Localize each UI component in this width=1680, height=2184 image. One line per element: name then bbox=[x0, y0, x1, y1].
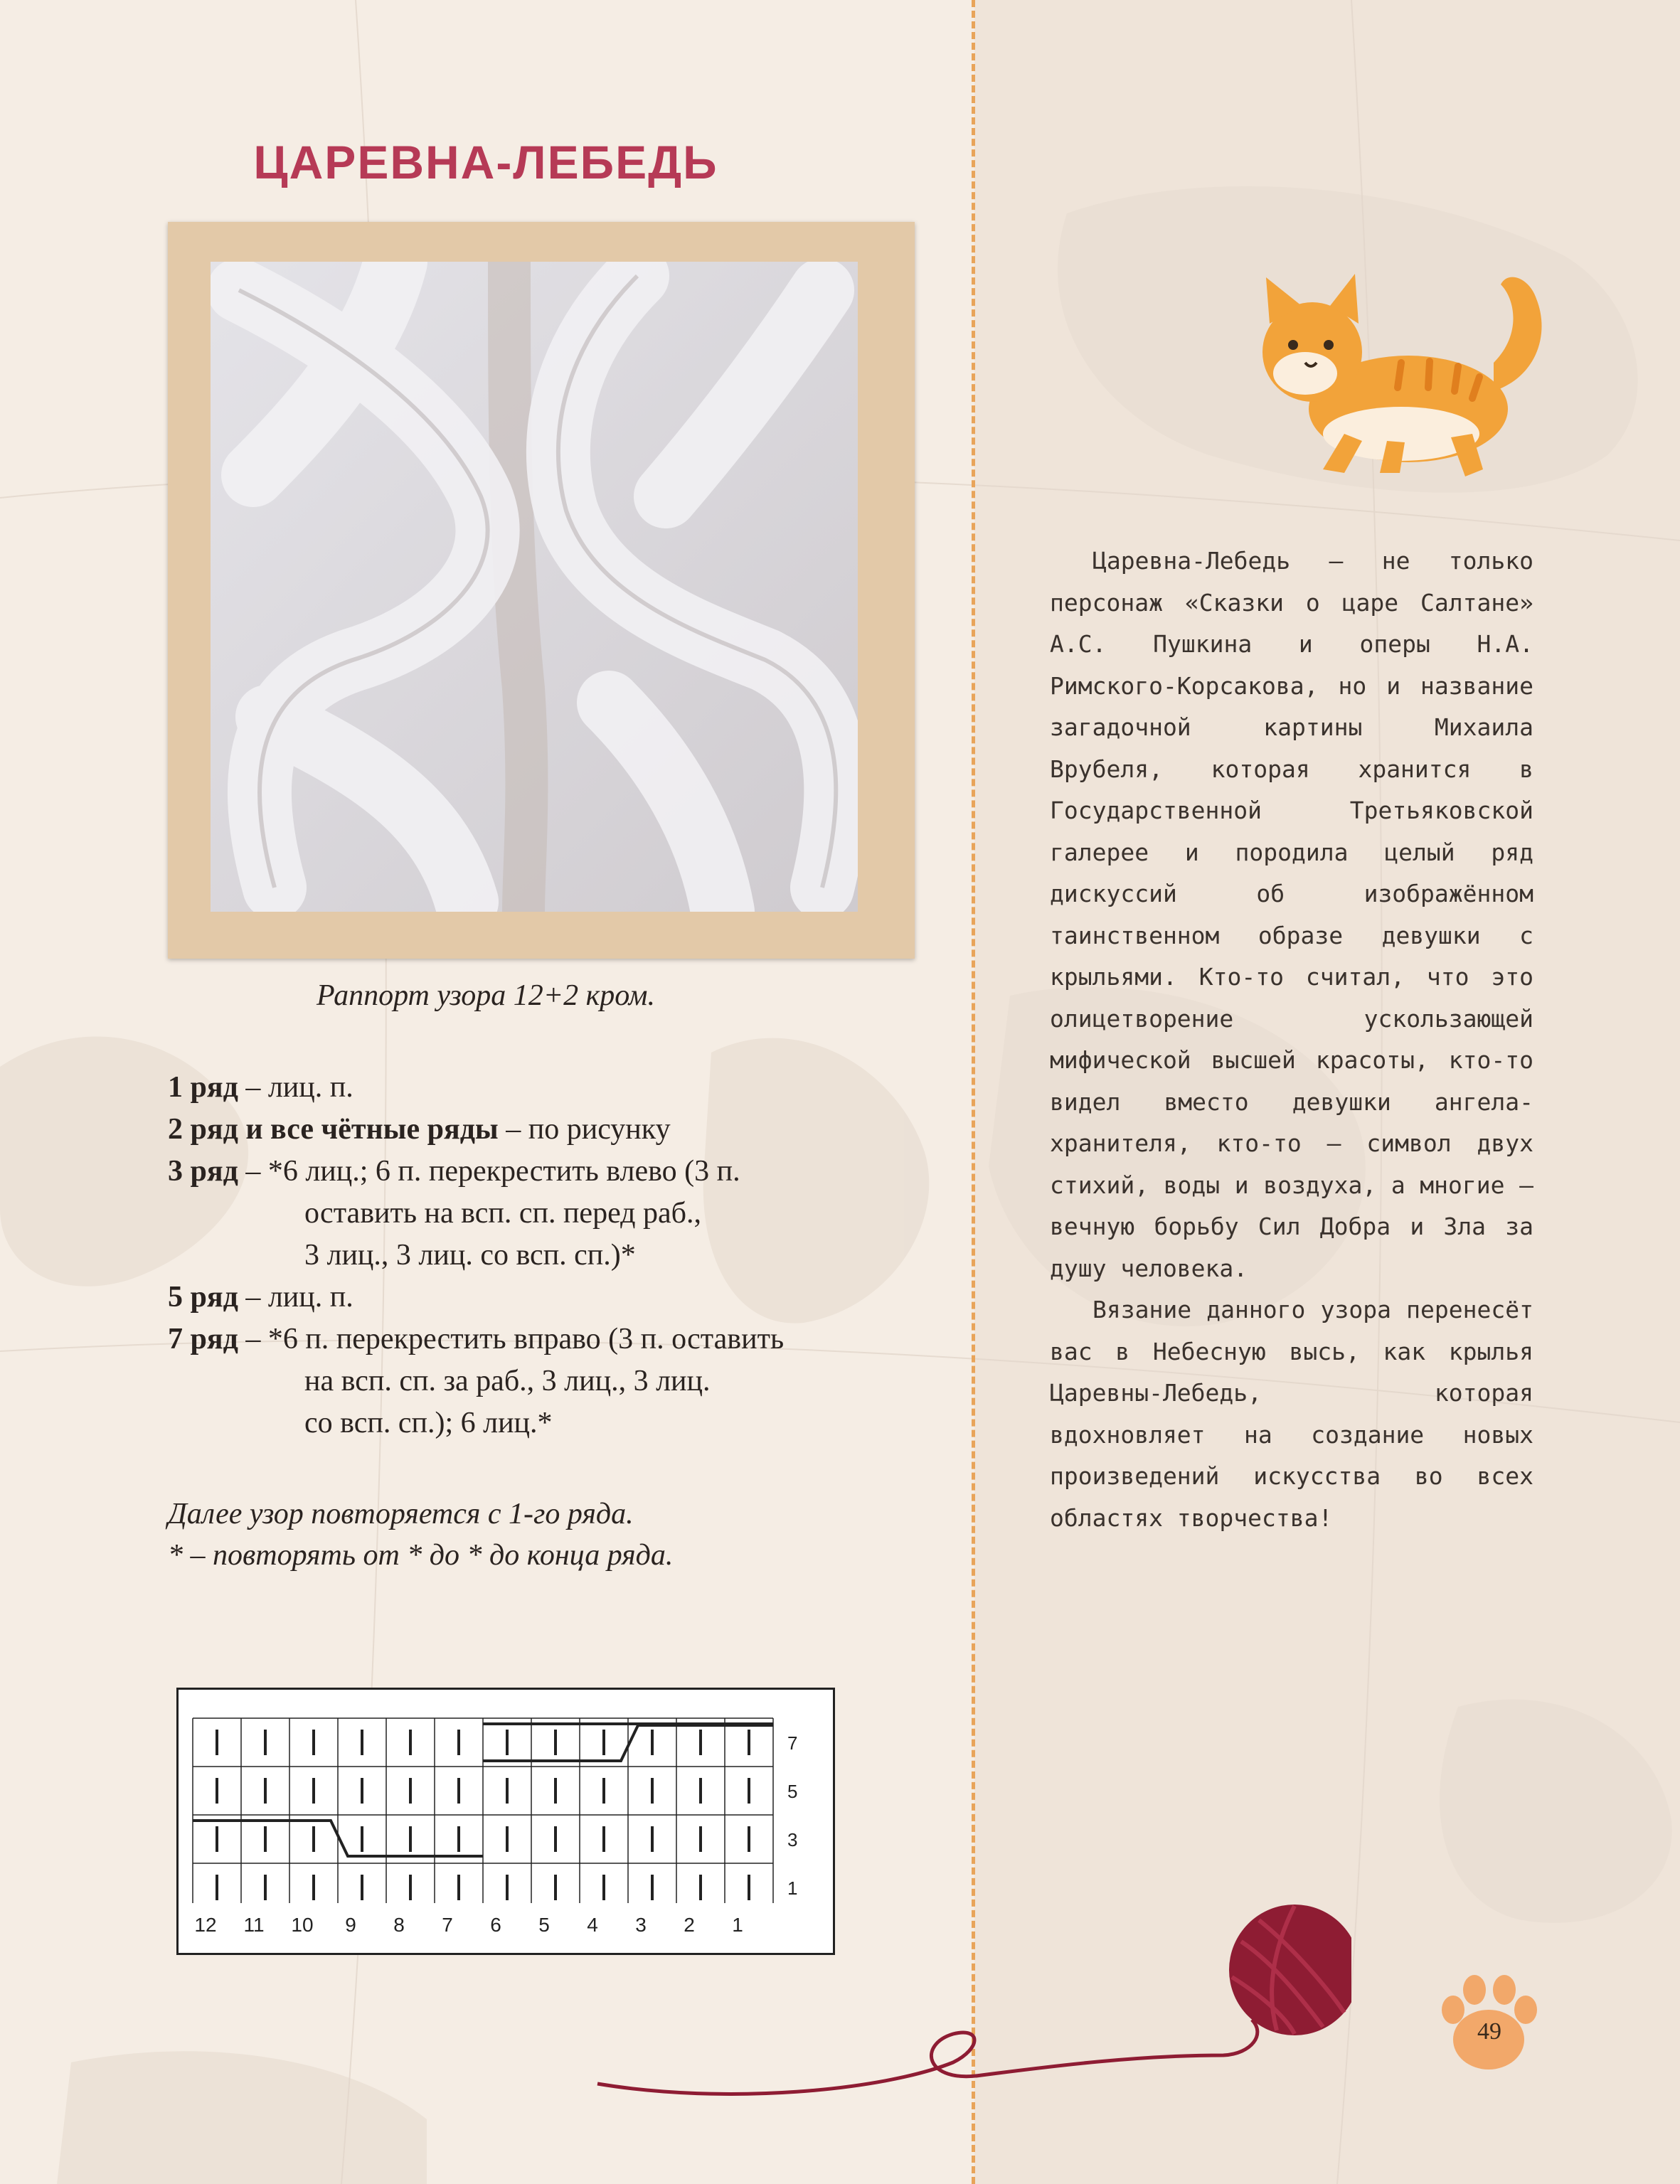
instruction-row-2 bbox=[168, 1109, 950, 1151]
chart-col-label: 6 bbox=[490, 1914, 501, 1936]
chart-row-label: 3 bbox=[787, 1829, 798, 1850]
instruction-row-3 bbox=[168, 1151, 950, 1193]
page-number: 49 bbox=[1477, 2018, 1501, 2045]
chart-col-label: 12 bbox=[194, 1914, 217, 1936]
chart-col-label: 2 bbox=[684, 1914, 695, 1936]
chart-col-label: 1 bbox=[732, 1914, 743, 1936]
chart-col-label: 8 bbox=[393, 1914, 405, 1936]
row-text: – по рисунку bbox=[498, 1113, 671, 1146]
page-title: ЦАРЕВНА-ЛЕБЕДЬ bbox=[253, 136, 718, 188]
row-label: 5 ряд bbox=[168, 1281, 238, 1314]
story-paragraph-1: Царевна-Лебедь – не только персонаж «Сказки о царе Салтане» А.С. Пушкина и оперы Н.А. Римского-Корсакова, но и название загадочной картины Михаила Врубеля, которая хранится в Государственной Третьяковской галерее и породила целый ряд дискуссий об изображённом таинственном образе девушки с крыльями. Кто-то считал, что это олицетворение ускользающей мифической высшей красоты, кто-то видел вместо девушки ангела-хранителя, кто-то – символ двух стихий, воды и воздуха, а многие – вечную борьбу Сил Добра и Зла за душу человека. bbox=[1050, 547, 1533, 1282]
note-repeat: Далее узор повторяется с 1-го ряда. bbox=[168, 1498, 634, 1530]
instruction-row-5 bbox=[168, 1277, 950, 1319]
row-label: 2 ряд и все чётные ряды bbox=[168, 1113, 499, 1146]
knitting-instructions bbox=[168, 1067, 950, 1444]
chart-col-label: 9 bbox=[345, 1914, 356, 1936]
note-asterisk: * – повторять от * до * до конца ряда. bbox=[168, 1539, 674, 1572]
photo-frame bbox=[168, 222, 915, 959]
chart-col-label: 5 bbox=[538, 1914, 550, 1936]
row-text: – *6 п. перекрестить вправо (3 п. оставить bbox=[238, 1323, 785, 1355]
instruction-row-7 bbox=[168, 1319, 950, 1360]
chart-grid bbox=[179, 1690, 833, 1903]
instruction-row-7-cont: со всп. сп.); 6 лиц.* bbox=[304, 1407, 553, 1439]
pattern-caption: Раппорт узора 12+2 кром. bbox=[317, 979, 655, 1012]
chart-row-label: 5 bbox=[787, 1781, 798, 1802]
chart-col-label: 10 bbox=[291, 1914, 314, 1936]
story-paragraph-2: Вязание данного узора перенесёт вас в Небесную высь, как крылья Царевны-Лебедь, которая вдохновляет на создание новых произведений искусства во всех областях творчества! bbox=[1050, 1296, 1533, 1532]
row-label: 7 ряд bbox=[168, 1323, 238, 1355]
pattern-notes bbox=[168, 1493, 673, 1576]
yarn-ball-illustration bbox=[583, 1892, 1351, 2119]
instruction-row-3-cont: оставить на всп. сп. перед раб., bbox=[304, 1197, 702, 1230]
page-number-badge bbox=[1435, 1969, 1542, 2075]
chart-col-label: 3 bbox=[635, 1914, 647, 1936]
chart-col-label: 4 bbox=[587, 1914, 598, 1936]
chart-col-label: 11 bbox=[243, 1914, 265, 1936]
knitting-swatch-photo bbox=[211, 262, 858, 912]
row-label: 3 ряд bbox=[168, 1155, 238, 1188]
row-text: – лиц. п. bbox=[238, 1281, 353, 1314]
row-text: – *6 лиц.; 6 п. перекрестить влево (3 п. bbox=[238, 1155, 740, 1188]
cat-illustration bbox=[1238, 256, 1565, 491]
chart-row-label: 1 bbox=[787, 1877, 798, 1899]
row-text: – лиц. п. bbox=[238, 1071, 353, 1104]
chart-row-label: 7 bbox=[787, 1732, 798, 1754]
row-label: 1 ряд bbox=[168, 1071, 238, 1104]
instruction-row-1 bbox=[168, 1067, 950, 1109]
instruction-row-3-cont: 3 лиц., 3 лиц. со всп. сп.)* bbox=[304, 1239, 636, 1272]
dashed-divider bbox=[972, 0, 975, 2184]
instruction-row-7-cont: на всп. сп. за раб., 3 лиц., 3 лиц. bbox=[304, 1365, 711, 1397]
chart-col-label: 7 bbox=[442, 1914, 453, 1936]
story-text bbox=[1050, 540, 1533, 1539]
